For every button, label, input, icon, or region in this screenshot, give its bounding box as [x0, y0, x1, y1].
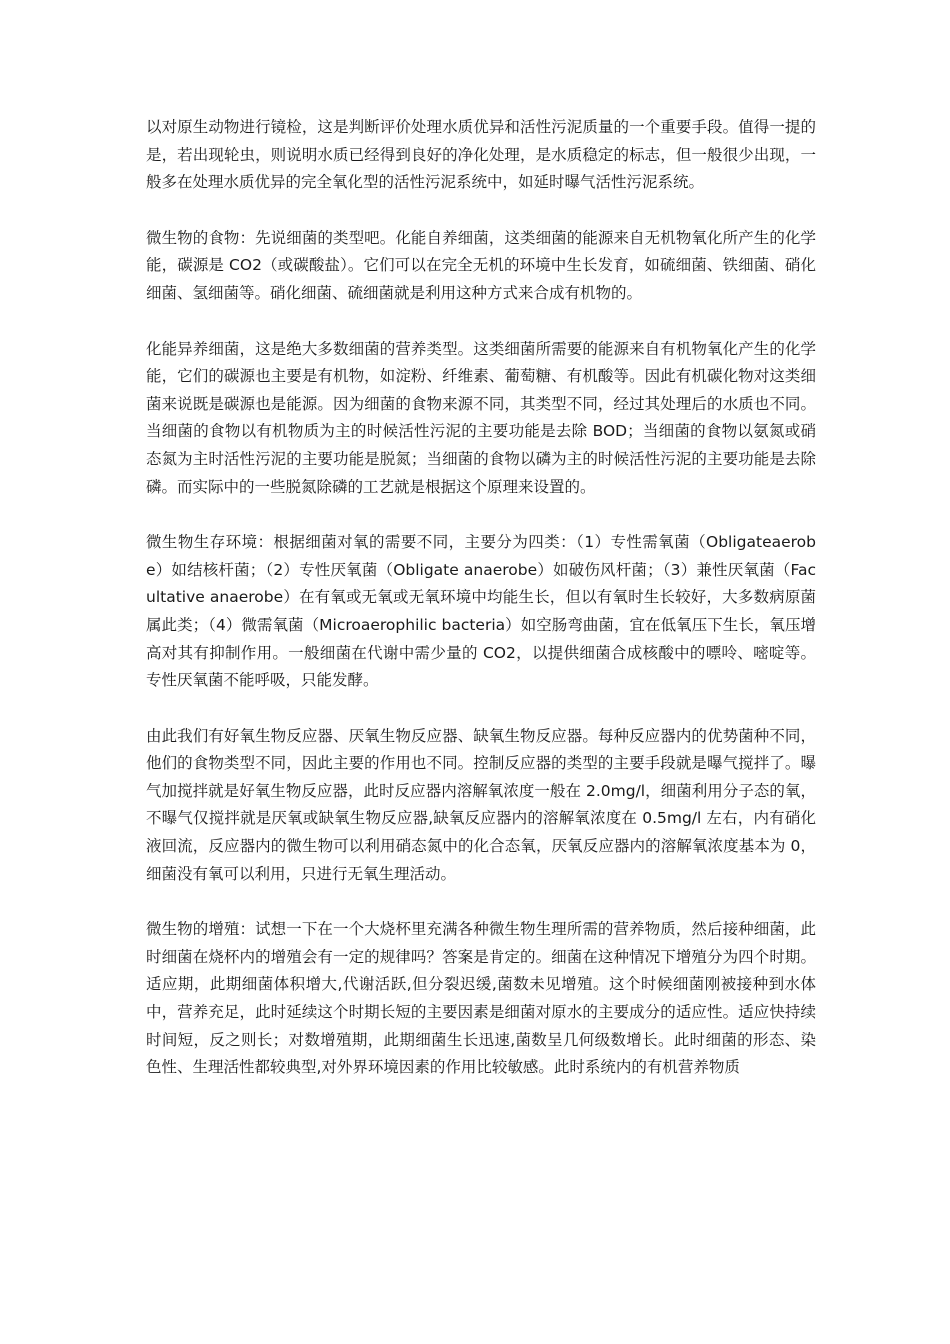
paragraph-reactor-types: 由此我们有好氧生物反应器、厌氧生物反应器、缺氧生物反应器。每种反应器内的优势菌种不同，他们的食物类型不同，因此主要的作用也不同。控制反应器的类型的主要手段就是曝气搅拌了。曝气加搅拌就是好氧生物反应器，此时反应器内溶解氧浓度一般在 2.0mg/l，细菌利用分子态的氧，不曝气仅搅拌就是厌氧或缺氧生物反应器,缺氧反应器内的溶解氧浓度在 0.5mg/l 左右，内有硝化液回流，反应器内的微生物可以利用硝态氮中的化合态氧，厌氧反应器内的溶解氧浓度基本为 0，细菌没有氧可以利用，只进行无氧生理活动。 — [146, 726, 816, 883]
paragraph-protozoa-microscopy: 以对原生动物进行镜检，这是判断评价处理水质优异和活性污泥质量的一个重要手段。值得一提的是，若出现轮虫，则说明水质已经得到良好的净化处理，是水质稳定的标志，但一般很少出现，一般多在处理水质优异的完全氧化型的活性污泥系统中，如延时曝气活性污泥系统。 — [146, 118, 816, 192]
paragraph-living-environment: 微生物生存环境：根据细菌对氧的需要不同，主要分为四类：（1）专性需氧菌（Obligateaerobe）如结核杆菌；（2）专性厌氧菌（Obligate anaerobe）如破伤风杆菌；（3）兼性厌氧菌（Facultative anaerobe）在有氧或无氧或无氧环境中均能生长，但以有氧时生长较好，大多数病原菌属此类；（4）微需氧菌（Microaerophilic bacteria）如空肠弯曲菌，宜在低氧压下生长，氧压增高对其有抑制作用。一般细菌在代谢中需少量的 CO2，以提供细菌合成核酸中的嘌呤、嘧啶等。专性厌氧菌不能呼吸，只能发酵。 — [146, 533, 816, 690]
document-body — [146, 114, 816, 1110]
paragraph-heterotrophic-bacteria: 化能异养细菌，这是绝大多数细菌的营养类型。这类细菌所需要的能源来自有机物氧化产生的化学能，它们的碳源也主要是有机物，如淀粉、纤维素、葡萄糖、有机酸等。因此有机碳化物对这类细菌来说既是碳源也是能源。因为细菌的食物来源不同，其类型不同，经过其处理后的水质也不同。当细菌的食物以有机物质为主的时候活性污泥的主要功能是去除 BOD；当细菌的食物以氨氮或硝态氮为主时活性污泥的主要功能是脱氮；当细菌的食物以磷为主的时候活性污泥的主要功能是去除磷。而实际中的一些脱氮除磷的工艺就是根据这个原理来设置的。 — [146, 339, 816, 496]
paragraph-microbial-food: 微生物的食物：先说细菌的类型吧。化能自养细菌，这类细菌的能源来自无机物氧化所产生的化学能，碳源是 CO2（或碳酸盐）。它们可以在完全无机的环境中生长发育，如硫细菌、铁细菌、硝化细菌、氢细菌等。硝化细菌、硫细菌就是利用这种方式来合成有机物的。 — [146, 228, 816, 302]
paragraph-microbial-growth: 微生物的增殖：试想一下在一个大烧杯里充满各种微生物生理所需的营养物质，然后接种细菌，此时细菌在烧杯内的增殖会有一定的规律吗？答案是肯定的。细菌在这种情况下增殖分为四个时期。适应期，此期细菌体积增大,代谢活跃,但分裂迟缓,菌数未见增殖。这个时候细菌刚被接种到水体中，营养充足，此时延续这个时期长短的主要因素是细菌对原水的主要成分的适应性。适应快持续时间短，反之则长；对数增殖期，此期细菌生长迅速,菌数呈几何级数增长。此时细菌的形态、染色性、生理活性都较典型,对外界环境因素的作用比较敏感。此时系统内的有机营养物质 — [146, 920, 816, 1077]
